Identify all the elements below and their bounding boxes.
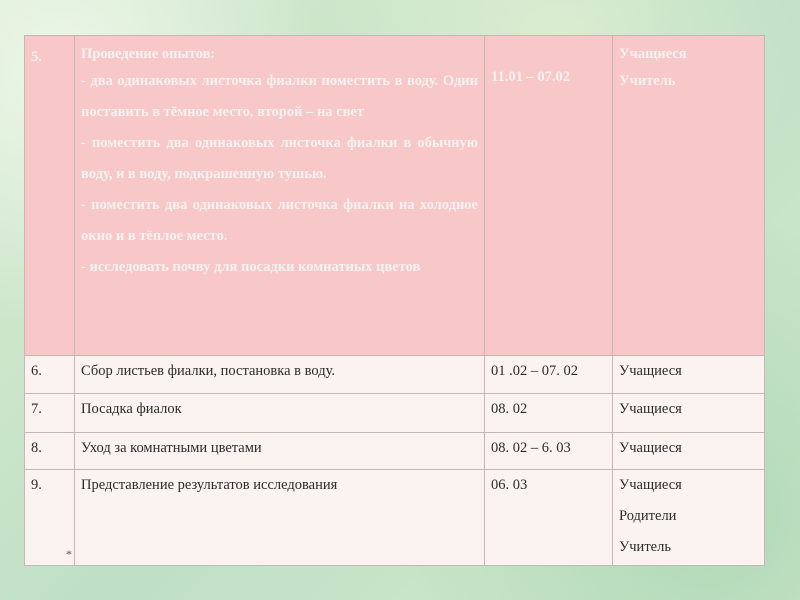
table-row — [25, 36, 765, 356]
row-number: 5. — [25, 36, 75, 356]
activity-cell: Посадка фиалок — [75, 394, 485, 433]
participant: Учитель — [619, 73, 676, 89]
participant: Учитель — [619, 539, 671, 555]
row-number: 8. — [25, 433, 75, 470]
experiment-item: - поместить два одинаковых листочка фиалки на холодное окно и в тёплое место. — [81, 197, 478, 244]
row-number: 7. — [25, 394, 75, 433]
participants-cell — [613, 394, 765, 433]
participant: Учащиеся — [619, 363, 682, 379]
table-row — [25, 356, 765, 394]
participant: Учащиеся — [619, 46, 687, 62]
activity-cell: Представление результатов исследования — [75, 470, 485, 566]
date-value: 11.01 – 07.02 — [491, 69, 570, 85]
row-number: 9. — [25, 470, 75, 566]
participants-cell — [613, 433, 765, 470]
experiment-item: - поместить два одинаковых листочка фиалки в обычную воду, и в воду, подкрашенную тушью. — [81, 135, 478, 182]
row-number: 6. — [25, 356, 75, 394]
participant: Родители — [619, 508, 677, 524]
participant: Учащиеся — [619, 401, 682, 417]
experiment-item: - исследовать почву для посадки комнатных цветов — [81, 259, 421, 275]
activity-cell: Уход за комнатными цветами — [75, 433, 485, 470]
plan-table — [24, 35, 765, 566]
activity-cell: Сбор листьев фиалки, постановка в воду. — [75, 356, 485, 394]
experiments-title: Проведение опытов: — [81, 46, 216, 62]
table-row — [25, 470, 765, 566]
date-cell — [485, 36, 613, 356]
participant: Учащиеся — [619, 477, 682, 493]
footnote-marker: * — [66, 547, 72, 561]
date-cell: 06. 03 — [485, 470, 613, 566]
date-cell: 08. 02 – 6. 03 — [485, 433, 613, 470]
participants-cell — [613, 356, 765, 394]
table-row — [25, 394, 765, 433]
participant: Учащиеся — [619, 440, 682, 456]
experiments-cell — [75, 36, 485, 356]
participants-cell — [613, 36, 765, 356]
experiment-item: - два одинаковых листочка фиалки поместить в воду. Один поставить в тёмное место, второй – на свет — [81, 73, 478, 120]
participants-cell — [613, 470, 765, 566]
date-cell: 01 .02 – 07. 02 — [485, 356, 613, 394]
date-cell: 08. 02 — [485, 394, 613, 433]
table-row — [25, 433, 765, 470]
